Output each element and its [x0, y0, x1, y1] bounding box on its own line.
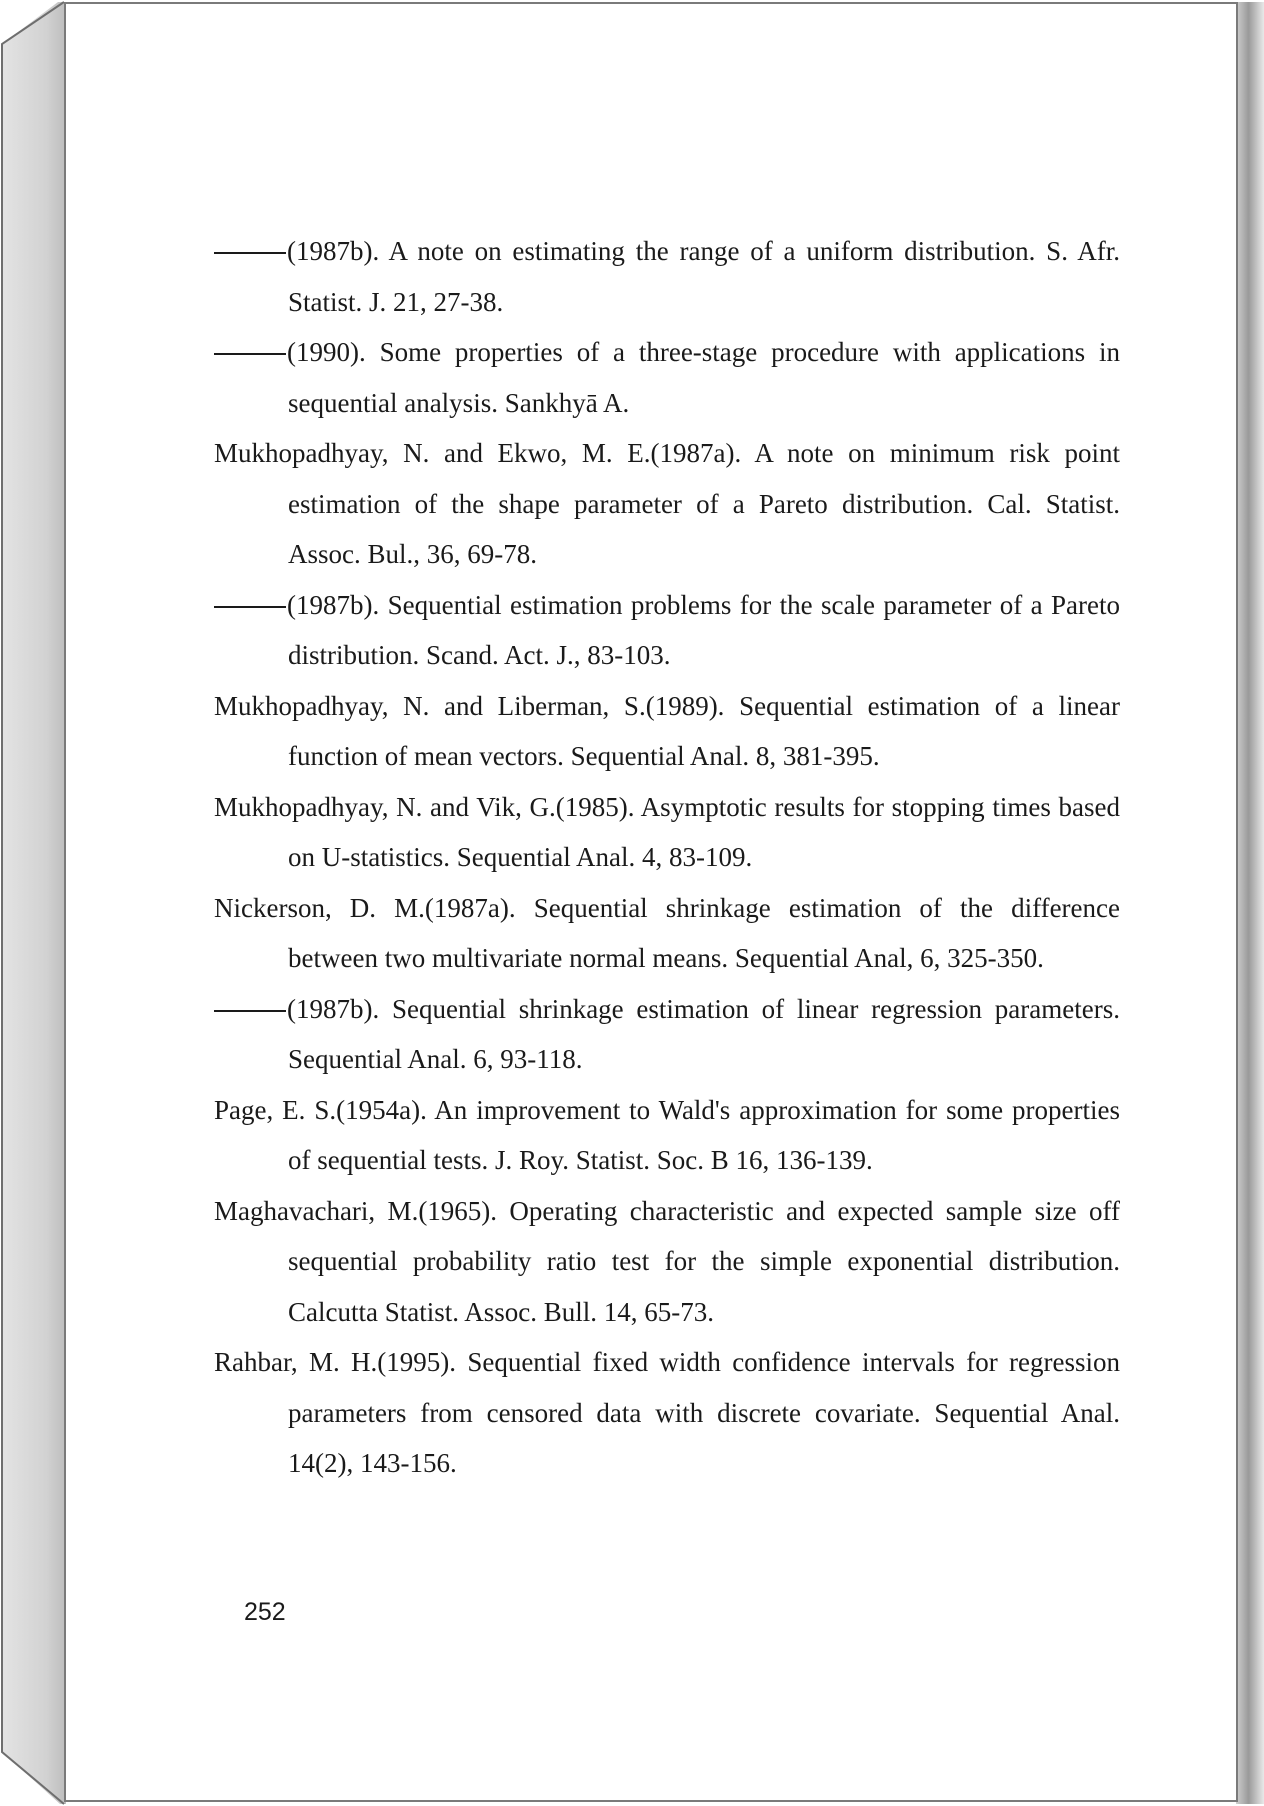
reference-entry: Mukhopadhyay, N. and Liberman, S.(1989). Sequential estimation of a linear function of mean vectors. Sequential Anal. 8, 381-395. [214, 690, 1120, 771]
book-spine-outline [0, 0, 66, 1806]
reference-entry: Nickerson, D. M.(1987a). Sequential shrinkage estimation of the difference between two multivariate normal means. Sequential Anal, 6, 325-350. [214, 892, 1120, 973]
reference-entry: Page, E. S.(1954a). An improvement to Wald's approximation for some properties of sequential tests. J. Roy. Statist. Soc. B 16, 136-139. [214, 1094, 1120, 1175]
reference-entry: (1987b). Sequential estimation problems for the scale parameter of a Pareto distribution. Scand. Act. J., 83-103. [214, 580, 1120, 681]
reference-entry: (1987b). A note on estimating the range of a uniform distribution. S. Afr. Statist. J. 21, 27-38. [214, 226, 1120, 327]
repeat-author-dash [214, 353, 286, 355]
repeat-author-dash [214, 606, 286, 608]
reference-list [214, 226, 1120, 1489]
page-edge-shadow [1236, 2, 1264, 1804]
reference-entry: (1990). Some properties of a three-stage procedure with applications in sequential analysis. Sankhyā A. [214, 327, 1120, 428]
repeat-author-dash [214, 252, 286, 254]
reference-entry: Maghavachari, M.(1965). Operating characteristic and expected sample size off sequential probability ratio test for the simple exponential distribution. Calcutta Statist. Assoc. Bull. 14, 65-73. [214, 1195, 1120, 1327]
reference-entry: (1987b). Sequential shrinkage estimation of linear regression parameters. Sequential Anal. 6, 93-118. [214, 984, 1120, 1085]
repeat-author-dash [214, 1010, 286, 1012]
reference-entry: Mukhopadhyay, N. and Vik, G.(1985). Asymptotic results for stopping times based on U-statistics. Sequential Anal. 4, 83-109. [214, 791, 1120, 872]
page-number: 252 [244, 1598, 286, 1626]
reference-entry: Mukhopadhyay, N. and Ekwo, M. E.(1987a). A note on minimum risk point estimation of the shape parameter of a Pareto distribution. Cal. Statist. Assoc. Bul., 36, 69-78. [214, 438, 1120, 569]
reference-entry: Rahbar, M. H.(1995). Sequential fixed width confidence intervals for regression parameters from censored data with discrete covariate. Sequential Anal. 14(2), 143-156. [214, 1347, 1120, 1478]
